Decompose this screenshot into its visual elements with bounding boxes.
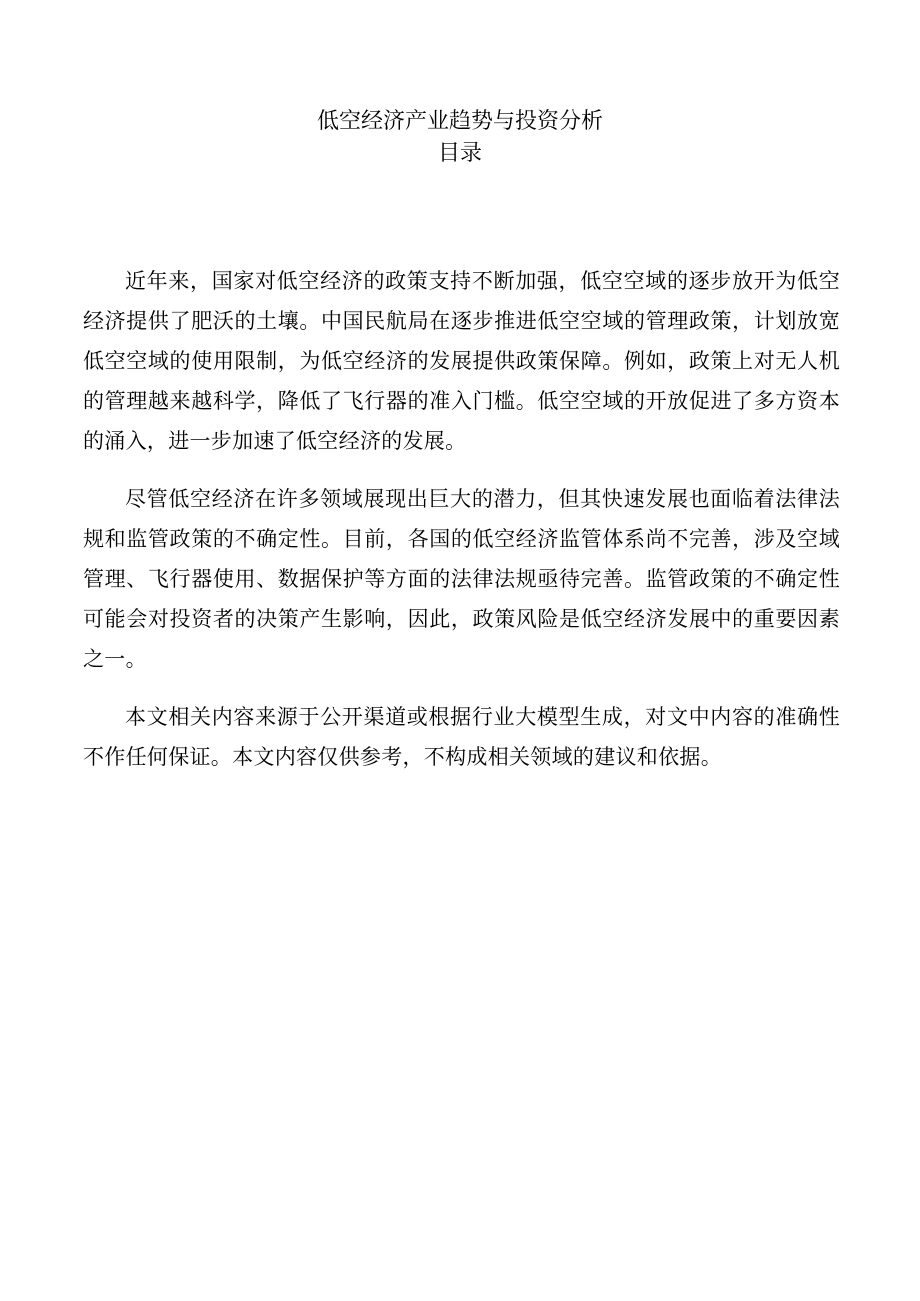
document-body (83, 261, 840, 795)
paragraph-disclaimer: 本文相关内容来源于公开渠道或根据行业大模型生成，对文中内容的准确性不作任何保证。本文内容仅供参考，不构成相关领域的建议和依据。 (83, 705, 840, 769)
document-title: 低空经济产业趋势与投资分析 (316, 109, 603, 134)
paragraph-regulatory-risk: 尽管低空经济在许多领域展现出巨大的潜力，但其快速发展也面临着法律法规和监管政策的不确定性。目前，各国的低空经济监管体系尚不完善，涉及空域管理、飞行器使用、数据保护等方面的法律法规亟待完善。监管政策的不确定性可能会对投资者的决策产生影响，因此，政策风险是低空经济发展中的重要因素之一。 (83, 487, 840, 671)
table-of-contents-heading: 目录 (437, 141, 482, 166)
paragraph-policy-support: 近年来，国家对低空经济的政策支持不断加强，低空空域的逐步放开为低空经济提供了肥沃的土壤。中国民航局在逐步推进低空空域的管理政策，计划放宽低空空域的使用限制，为低空经济的发展提供政策保障。例如，政策上对无人机的管理越来越科学，降低了飞行器的准入门槛。低空空域的开放促进了多方资本的涌入，进一步加速了低空经济的发展。 (83, 269, 840, 453)
